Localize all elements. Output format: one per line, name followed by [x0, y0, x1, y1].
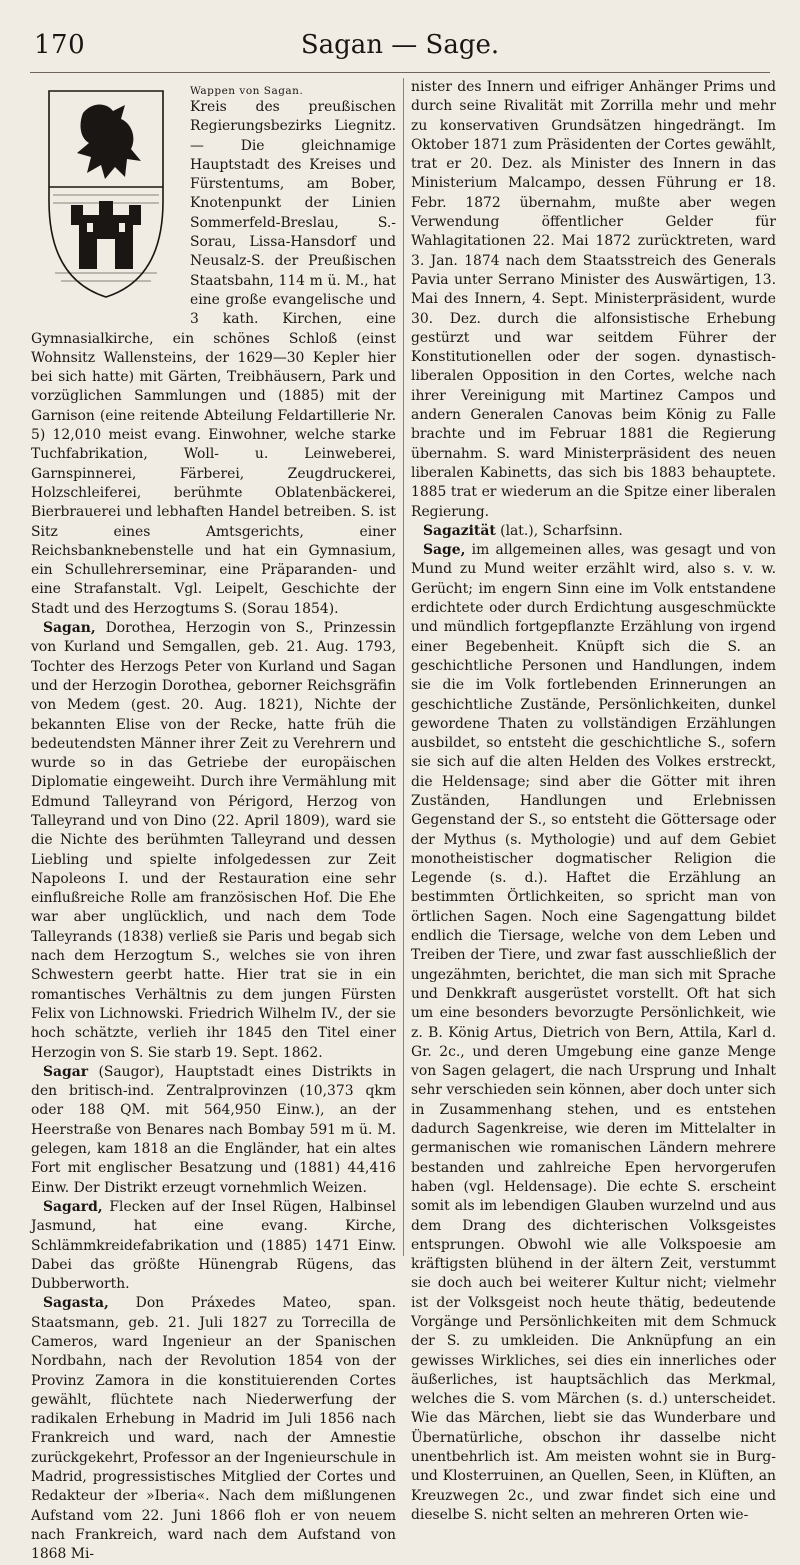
- page-number: 170: [34, 30, 86, 60]
- entry-headword: Sagar: [43, 1063, 89, 1080]
- entry-continuation: nister des Innern und eifriger Anhänger Prims und durch seine Rivalität mit Zorrilla mehr und mehr zu konservativen Grundsätzen hingedrängt. Im Oktober 1871 zum Präsidenten der Cortes gewählt, trat er 20. Dez. als Minister des Innern in das Ministerium Malcampo, dessen Führung er 18. Febr. 1872 übernahm, mußte aber wegen Verwendung öffentlicher Gelder für Wahlagitationen 22. Mai 1872 zurücktreten, ward 3. Jan. 1874 nach dem Staatsstreich des Generals Pavia unter Serrano Minister des Auswärtigen, 13. Mai des Innern, 4. Sept. Ministerpräsident, wurde 30. Dez. durch die alfonsistische Erhebung gestürzt und war seitdem Führer der Konstitutionellen oder der sogen. dynastisch-liberalen Opposition in den Cortes, welche nach ihrer Vereinigung mit Martinez Campos und andern Generalen Canovas beim König zu Falle brachte und im Februar 1881 die Regierung übernahm. S. ward Ministerpräsident des neuen liberalen Kabinetts, das sich bis 1883 behauptete. 1885 trat er wiederum an die Spitze einer liberalen Regierung.: [411, 79, 776, 520]
- entry-headword: Sagasta,: [43, 1295, 109, 1312]
- running-head: Sagan — Sage.: [300, 30, 500, 60]
- right-column: [411, 78, 776, 1523]
- header-rule: [30, 72, 770, 73]
- coat-of-arms-icon: [41, 83, 171, 305]
- entry-headword: Sagan,: [43, 620, 96, 637]
- entry-headword: Sagazität: [423, 522, 496, 539]
- entry-text: im allgemeinen alles, was gesagt und von Mund zu Mund weiter erzählt wird, also s. v. w. Gerücht; im engern Sinn eine im Volk entstandene erdichtete oder durch Erdichtung ausgeschmückte und mündlich fortgepflanzte Erzählung von irgend einer Begebenheit. Knüpft sich die S. an geschichtliche Personen und Handlungen, indem sie die im Volk fortlebenden Erinnerungen an geschichtliche Zustände, Persönlichkeiten, dunkel gewordene Thaten zu vollständigen Erzählungen ausbildet, so entsteht die geschichtliche S., sofern sie sich auf die alten Helden des Volkes erstreckt, die Heldensage; sind aber die Götter mit ihren Zuständen, Handlungen und Erlebnissen Gegenstand der S., so entsteht die Göttersage oder der Mythus (s. Mythologie) und auf dem Gebiet monotheistischer dogmatischer Religion die Legende (s. d.). Haftet die Erzählung an bestimmten Örtlichkeiten, so spricht man von örtlichen Sagen. Noch eine Sagengattung bildet endlich die Tiersage, welche von dem Leben und Treiben der Tiere, und zwar fast ausschließlich der ungezähmten, berichtet, die man sich mit Sprache und Denkkraft ausgerüstet vorstellt. Oft hat sich um eine besonders bevorzugte Persönlichkeit, wie z. B. König Artus, Dietrich von Bern, Attila, Karl d. Gr. 2c., und deren Umgebung eine ganze Menge von Sagen gelagert, die nach Ursprung und Inhalt sehr verschieden sein können, aber doch unter sich in Zusammenhang stehen, und es entstehen dadurch Sagenkreise, wie deren im Mittelalter in germanischen wie romanischen Ländern mehrere bestanden und zahlreiche Epen hervorgerufen haben (vgl. Heldensage). Die echte S. erscheint somit als im lebendigen Glauben wurzelnd und aus dem Drang des dichterischen Volksgeistes entsprungen. Obwohl wie alle Volkspoesie am kräftigsten blühend in der ältern Zeit, verstummt sie doch auch bei weiterer Kultur nicht; vielmehr ist der Volksgeist noch heute thätig, bedeutende Vorgänge und Persönlichkeiten mit dem Schmuck der S. zu umkleiden. Die Anknüpfung an ein gewisses Wirkliches, sei dies ein innerliches oder äußerliches, ist hauptsächlich das Merkmal, welches die S. vom Märchen (s. d.) unterscheidet. Wie das Märchen, liebt sie das Wunderbare und Übernatürliche, obschon ihr dasselbe nicht unentbehrlich ist. Am meisten wohnt sie in Burg- und Klosterruinen, an Quellen, Seen, in Klüften, an Kreuzwegen 2c., und zwar findet sich eine und dieselbe S. nicht selten an mehreren Orten wie-: [411, 542, 776, 1523]
- page-header: [0, 30, 800, 70]
- left-column: [31, 78, 397, 1563]
- entry-text: Don Práxedes Mateo, span. Staatsmann, geb. 21. Juli 1827 zu Torrecilla de Cameros, ward Ingenieur an der Spanischen Nordbahn, nach der Revolution 1854 von der Provinz Zamora in die konstituierenden Cortes gewählt, flüchtete nach Niederwerfung der radikalen Erhebung in Madrid im Juli 1856 nach Frankreich und ward, nach der Amnestie zurückgekehrt, Professor an der Ingenieurschule in Madrid, progressistisches Mitglied der Cortes und Redakteur der »Iberia«. Nach dem mißlungenen Aufstand vom 22. Juni 1866 floh er von neuem nach Frankreich, ward nach dem Aufstand von 1868 Mi-: [31, 1295, 397, 1563]
- dictionary-entry: [31, 1294, 396, 1564]
- entry-headword: Sage,: [423, 542, 466, 559]
- figure-caption: Wappen von Sagan.: [190, 85, 304, 97]
- dictionary-entry: [411, 541, 776, 1525]
- dictionary-entry: [411, 522, 776, 541]
- dictionary-entry: [31, 619, 396, 1063]
- entry-text: (lat.), Scharfsinn.: [495, 522, 623, 539]
- dictionary-entry: [31, 1063, 396, 1198]
- dictionary-entry: [31, 1198, 396, 1294]
- entry-text: (Saugor), Hauptstadt eines Distrikts in den britisch-ind. Zentralprovinzen (10,373 qkm oder 188 QM. mit 564,950 Einw.), an der Heerstraße von Benares nach Bombay 591 m ü. M. gelegen, kam 1818 an die Engländer, hat ein altes Fort mit englischer Besatzung und (1881) 44,416 Einw. Der Distrikt erzeugt vornehmlich Weizen.: [31, 1063, 396, 1196]
- entry-text: Dorothea, Herzogin von S., Prinzessin von Kurland und Semgallen, geb. 21. Aug. 1793, Tochter des Herzogs Peter von Kurland und Sagan und der Herzogin Dorothea, geborner Reichsgräfin von Medem (gest. 20. Aug. 1821), Nichte der bekannten Elise von der Recke, hatte früh die bedeutendsten Männer ihrer Zeit zu Verehrern und wurde so in das Getriebe der europäischen Diplomatie eingeweiht. Durch ihre Vermählung mit Edmund Talleyrand von Périgord, Herzog von Talleyrand und von Dino (22. April 1809), ward sie die Nichte des berühmten Talleyrand und dessen Liebling und spielte infolgedessen zur Zeit Napoleons I. und der Restauration eine sehr einflußreiche Rolle am französischen Hof. Die Ehe war aber unglücklich, und nach dem Tode Talleyrands (1838) verließ sie Paris und begab sich nach dem Herzogtum S., welches sie von ihren Schwestern geerbt hatte. Hier trat sie in ein romantisches Verhältnis zu dem jungen Fürsten Felix von Lichnowski. Friedrich Wilhelm IV., der sie hoch schätzte, verlieh ihr 1845 den Titel einer Herzogin von S. Sie starb 19. Sept. 1862.: [31, 620, 396, 1061]
- entry-text: Flecken auf der Insel Rügen, Halbinsel Jasmund, hat eine evang. Kirche, Schlämmkreidefabrikation und (1885) 1471 Einw. Dabei das größte Hünengrab Rügens, das Dubberworth.: [31, 1198, 396, 1293]
- column-divider: [403, 78, 404, 1256]
- entry-text: Kreis des preußischen Regierungsbezirks Liegnitz. — Die gleichnamige Hauptstadt des Kreises und Fürstentums, am Bober, Knotenpunkt der Linien Sommerfeld-Breslau, S.-Sorau, Lissa-Hansdorf und Neusalz-S. der Preußischen Staatsbahn, 114 m ü. M., hat eine große evangelische und 3 kath. Kirchen, eine Gymnasialkirche, ein schönes Schloß (einst Wohnsitz Wallensteins, der 1629—30 Kepler hier bei sich hatte) mit Gärten, Treibhäusern, Park und vorzüglichen Sammlungen und (1885) mit der Garnison (eine reitende Abteilung Feldartillerie Nr. 5) 12,010 meist evang. Einwohner, welche starke Tuchfabrikation, Woll- u. Leinweberei, Garnspinnerei, Färberei, Zeugdruckerei, Holzschleiferei, berühmte Oblatenbäckerei, Bierbrauerei und lebhaften Handel betreiben. S. ist Sitz eines Amtsgerichts, einer Reichsbanknebenstelle und hat ein Gymnasium, ein Schullehrerseminar, eine Präparanden- und eine Strafanstalt. Vgl. Leipelt, Geschichte der Stadt und des Herzogtums S. (Sorau 1854).: [31, 99, 396, 617]
- entry-headword: Sagard,: [43, 1198, 103, 1215]
- coat-of-arms-figure: [31, 79, 181, 329]
